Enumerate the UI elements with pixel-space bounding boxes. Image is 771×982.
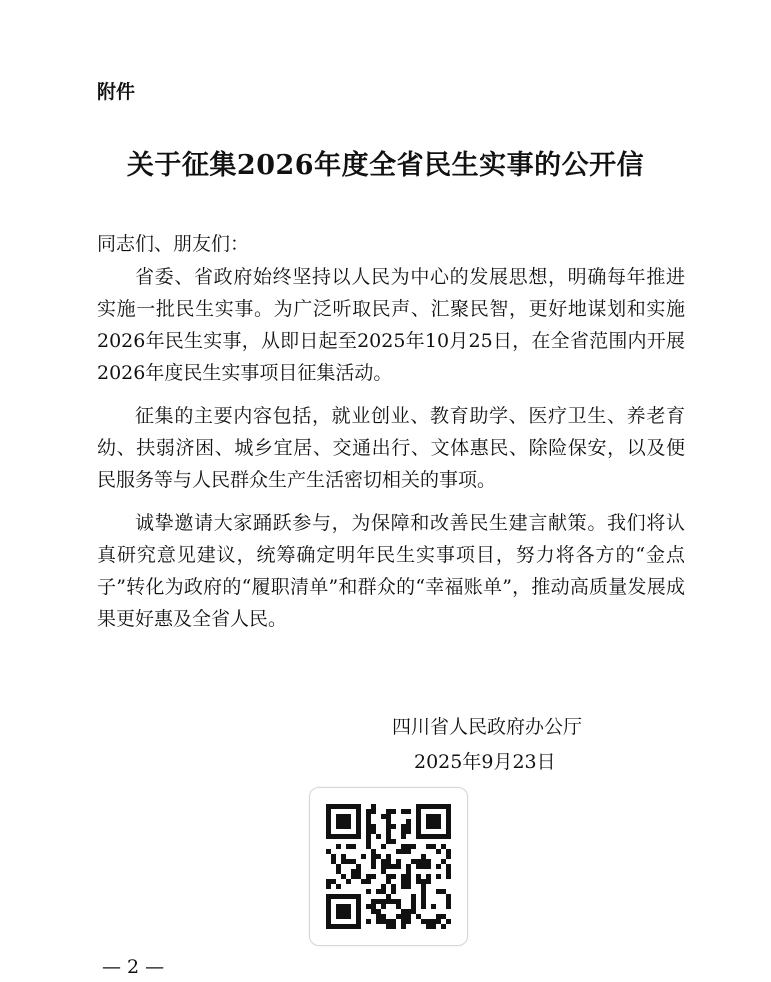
signature-date: 2025年9月23日 [414,751,556,773]
qr-code-icon[interactable] [326,804,451,929]
document-title: 关于征集2026年度全省民生实事的公开信 [126,150,645,181]
body-paragraph-1: 省委、省政府始终坚持以人民为中心的发展思想，明确每年推进实施一批民生实事。为广泛听取民声、汇聚民智，更好地谋划和实施2026年民生实事，从即日起至2025年10月25日，在全省范围内开展2026年度民生实事项目征集活动。 [97,266,685,384]
signature: 四川省人民政府办公厅 [392,716,583,738]
salutation: 同志们、朋友们： [97,233,250,255]
body-paragraph-2: 征集的主要内容包括，就业创业、教育助学、医疗卫生、养老育幼、扶弱济困、城乡宜居、交通出行、文体惠民、除险保安，以及便民服务等与人民群众生产生活密切相关的事项。 [97,405,685,491]
qr-code-card[interactable] [309,787,468,946]
annex-label: 附件 [97,81,136,103]
letter-body [97,261,685,646]
page-number: — 2 — [102,956,165,978]
body-paragraph-3: 诚挚邀请大家踊跃参与，为保障和改善民生建言献策。我们将认真研究意见建议，统筹确定明年民生实事项目，努力将各方的“金点子”转化为政府的“履职清单”和群众的“幸福账单”，推动高质量发展成果更好惠及全省人民。 [97,512,685,630]
